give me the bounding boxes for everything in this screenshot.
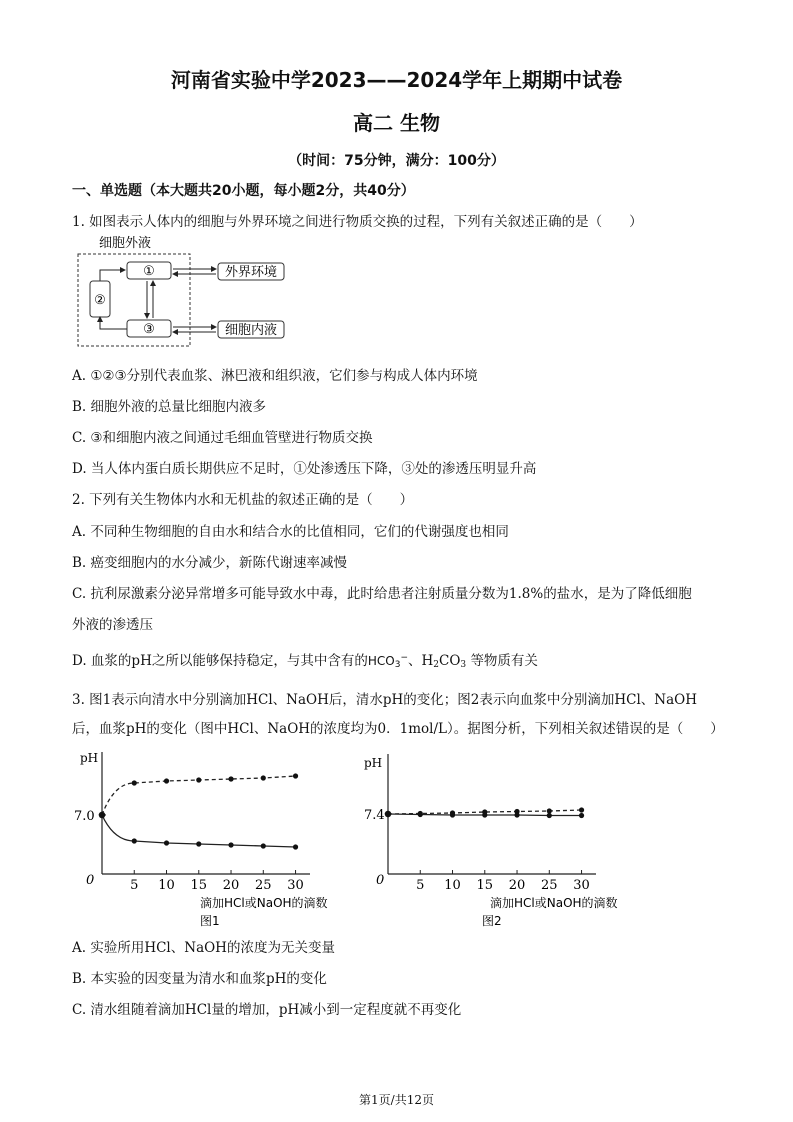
chart-1-xlabel: 滴加HCl或NaOH的滴数	[200, 896, 328, 910]
exam-subject: 高二 生物	[353, 111, 440, 135]
x-tick-label: 25	[255, 878, 272, 893]
x-tick-label: 5	[130, 878, 139, 893]
q1-diagram	[74, 232, 324, 350]
x-tick-label: 30	[573, 878, 590, 893]
data-point-hcl	[450, 812, 455, 817]
node-3-label: ③	[143, 322, 155, 337]
data-point-naoh	[164, 778, 169, 783]
x-tick-label: 15	[476, 878, 494, 893]
chart-1-ylabel: pH	[80, 751, 99, 765]
data-point-naoh	[547, 808, 552, 813]
data-point-naoh	[579, 807, 584, 812]
chart-2-svg	[358, 744, 638, 932]
x-tick-label: 15	[190, 878, 208, 893]
chart-2-ylabel: pH	[364, 756, 383, 770]
data-point-hcl	[132, 838, 137, 843]
data-point-hcl	[579, 813, 584, 818]
section-heading: 一、单选题（本大题共20小题，每小题2分，共40分）	[72, 183, 415, 199]
formula-hco3	[368, 654, 408, 668]
data-point-hcl	[261, 843, 266, 848]
q2-option-a[interactable]: A. 不同种生物细胞的自由水和结合水的比值相同，它们的代谢强度也相同	[72, 524, 509, 540]
data-point-hcl	[514, 812, 519, 817]
q2-option-d-suffix: 等物质有关	[470, 653, 538, 669]
arrow-3-to-2	[100, 317, 127, 329]
q3-option-b[interactable]: B. 本实验的因变量为清水和血浆pH的变化	[72, 971, 327, 987]
exam-meta: （时间：75分钟，满分：100分）	[288, 153, 505, 169]
data-point-naoh	[261, 775, 266, 780]
data-point-naoh	[293, 773, 298, 778]
data-point-hcl	[196, 841, 201, 846]
page-number: 第1页/共12页	[359, 1093, 434, 1107]
chart-1-title: 图1	[200, 914, 220, 928]
data-point-hcl	[482, 812, 487, 817]
x-tick-label: 5	[416, 878, 425, 893]
chart-1-plot	[99, 752, 310, 893]
formula-h2co3-sub2: 3	[460, 660, 467, 670]
q1-option-b[interactable]: B. 细胞外液的总量比细胞内液多	[72, 399, 267, 415]
data-point-hcl	[385, 811, 391, 817]
chart-2-origin: 0	[376, 873, 385, 888]
formula-hco3-base: HCO	[367, 654, 395, 668]
formula-hco3-sub: 3	[394, 660, 401, 670]
q3-stem-line1: 3. 图1表示向清水中分别滴加HCl、NaOH后，清水pH的变化；图2表示向血浆中分别滴加HCl、NaOH	[72, 692, 698, 708]
x-tick-label: 10	[158, 878, 175, 893]
chart-2	[358, 744, 638, 932]
x-tick-label: 25	[541, 878, 558, 893]
data-point-hcl	[164, 840, 169, 845]
data-point-naoh	[132, 780, 137, 785]
x-tick-label: 10	[444, 878, 461, 893]
data-point-hcl	[547, 813, 552, 818]
q3-stem-line2: 后，血浆pH的变化（图中HCl、NaOH的浓度均为0．1mol/L）。据图分析，下列相关叙述错误的是（ ）	[72, 721, 724, 737]
chart-1	[64, 744, 344, 932]
q2-option-d-mid: 、H	[407, 653, 434, 669]
q1-option-d[interactable]: D. 当人体内蛋白质长期供应不足时，①处渗透压下降，③处的渗透压明显升高	[72, 461, 537, 477]
data-point-naoh	[228, 776, 233, 781]
q1-diagram-svg	[74, 232, 324, 350]
q3-option-c[interactable]: C. 清水组随着滴加HCl量的增加，pH减小到一定程度就不再变化	[72, 1002, 462, 1018]
formula-h2co3-sub1: 2	[433, 660, 439, 670]
data-point-naoh	[196, 777, 201, 782]
node-1-label: ①	[143, 264, 155, 279]
x-tick-label: 30	[287, 878, 304, 893]
chart-2-plot	[385, 754, 596, 893]
intracellular-label: 细胞内液	[224, 323, 278, 338]
arrow-2-to-1	[100, 270, 125, 281]
q2-stem: 2. 下列有关生物体内水和无机盐的叙述正确的是（ ）	[72, 492, 414, 508]
node-2-label: ②	[94, 293, 106, 308]
data-point-hcl	[418, 812, 423, 817]
x-tick-label: 20	[508, 878, 526, 893]
q2-option-b[interactable]: B. 癌变细胞内的水分减少，新陈代谢速率减慢	[72, 555, 348, 571]
q2-option-d[interactable]	[72, 649, 538, 674]
external-label: 外界环境	[224, 265, 278, 280]
exam-title: 河南省实验中学2023——2024学年上期期中试卷	[170, 68, 623, 92]
q1-option-c[interactable]: C. ③和细胞内液之间通过毛细血管壁进行物质交换	[72, 430, 373, 446]
q1-stem: 1. 如图表示人体内的细胞与外界环境之间进行物质交换的过程，下列有关叙述正确的是（ ）	[72, 214, 643, 230]
chart-2-ytick: 7.4	[364, 808, 385, 823]
q2-option-c-cont: 外液的渗透压	[72, 617, 153, 633]
q2-option-c[interactable]: C. 抗利尿激素分泌异常增多可能导致水中毒，此时给患者注射质量分数为1.8%的盐水，是为了降低细胞	[72, 586, 692, 602]
q3-option-a[interactable]: A. 实验所用HCl、NaOH的浓度为无关变量	[72, 940, 335, 956]
x-tick-label: 20	[222, 878, 240, 893]
data-point-hcl	[228, 842, 233, 847]
q1-option-a[interactable]: A. ①②③分别代表血浆、淋巴液和组织液，它们参与构成人体内环境	[72, 368, 478, 384]
data-point-hcl	[99, 812, 105, 818]
chart-1-origin: 0	[86, 873, 95, 888]
chart-1-ytick: 7.0	[74, 809, 95, 824]
formula-h2co3-mid: CO	[439, 653, 461, 669]
q2-option-d-prefix: D. 血浆的pH之所以能够保持稳定，与其中含有的	[72, 653, 368, 669]
formula-hco3-sup: −	[400, 653, 408, 663]
chart-2-xlabel: 滴加HCl或NaOH的滴数	[490, 896, 618, 910]
chart-1-svg	[64, 744, 344, 932]
chart-2-title: 图2	[482, 914, 502, 928]
diagram-outer-label: 细胞外液	[99, 236, 152, 251]
data-point-hcl	[293, 844, 298, 849]
